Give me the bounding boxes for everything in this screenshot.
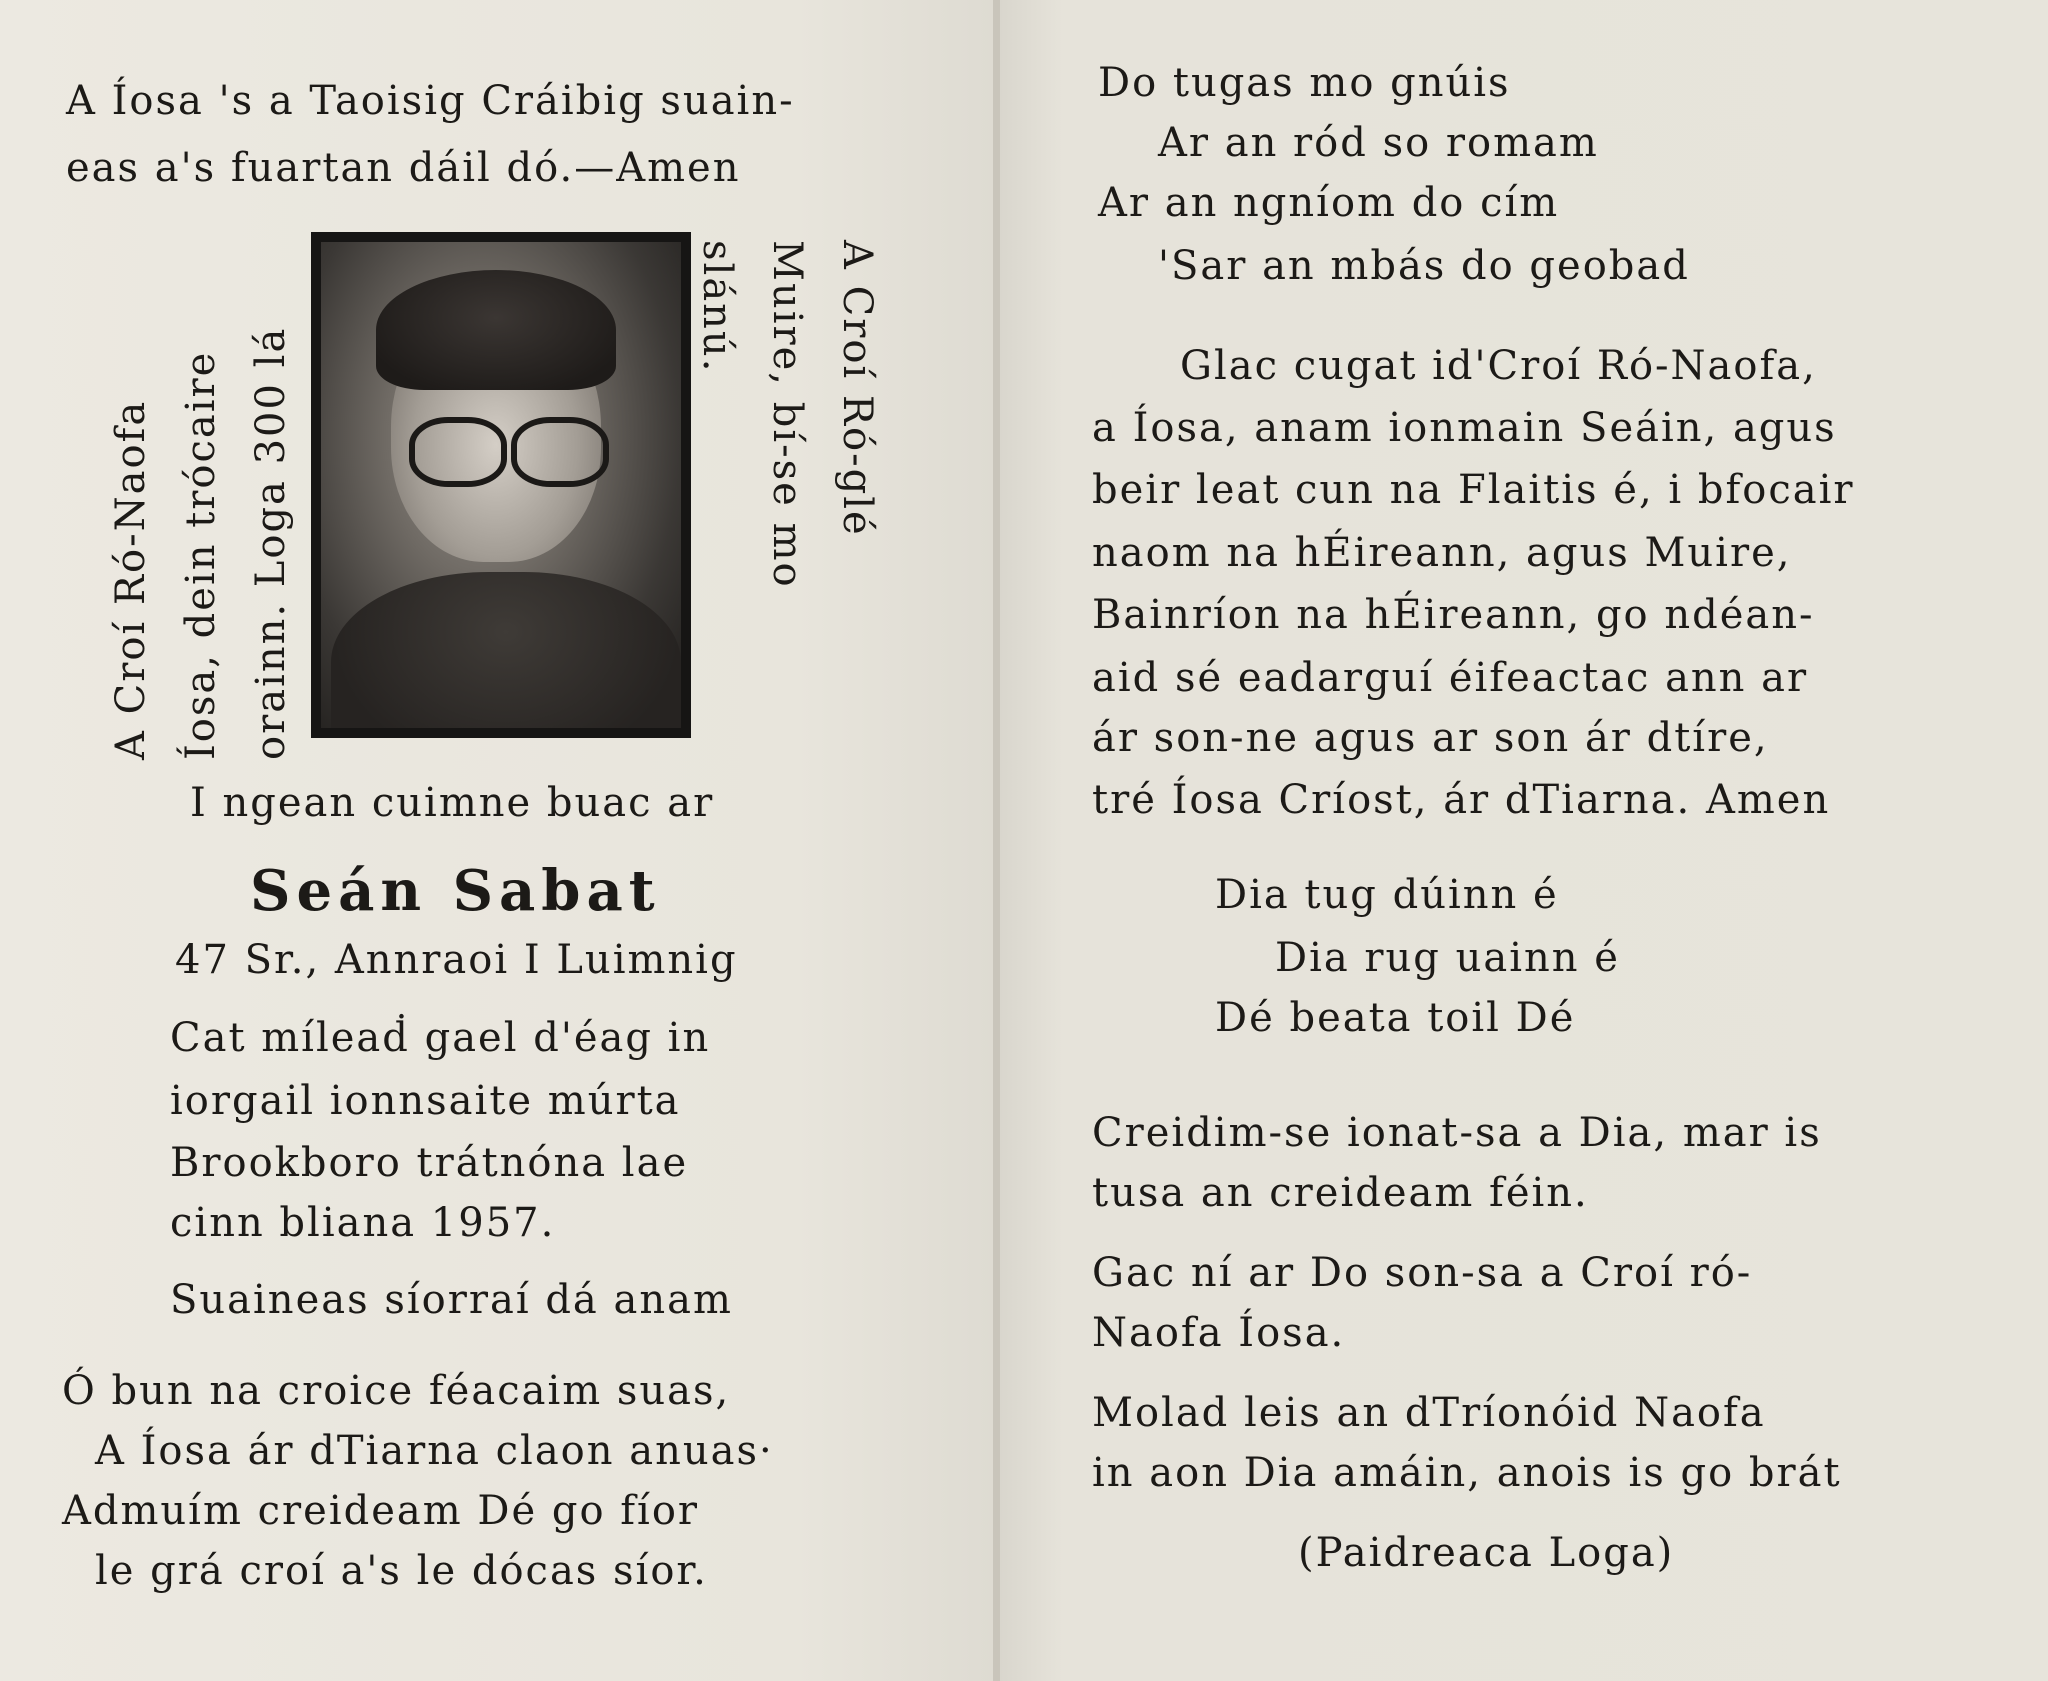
story-line-1: Cat míleaḋ gael d'éag in [170, 1015, 711, 1061]
couplet-line-3: Dé beata toil Dé [1215, 995, 1576, 1041]
memorial-portrait-photo [311, 232, 691, 738]
story-line-2: iorgail ionnsaite múrta [170, 1078, 681, 1124]
immaculate-heart-invocation-line-3: slánú. [694, 240, 740, 374]
praise-line-2: in aon Dia amáin, anois is go brát [1092, 1450, 1842, 1496]
header-line-2: eas a's fuartan dáil dó.—Amen [66, 145, 741, 191]
prayer-line-6: aid sé eadarguí éifeactac ann ar [1092, 655, 1809, 701]
header-line-1: A Íosa 's a Taoisig Cráibig suain- [66, 78, 795, 124]
right-verse-line-2: Ar an ród so romam [1158, 120, 1599, 166]
sacred-heart-invocation-line-3: orainn. Loga 300 lá [248, 326, 294, 760]
right-verse-line-1: Do tugas mo gnúis [1098, 60, 1511, 106]
story-line-3: Brookboro trátnóna lae [170, 1140, 689, 1186]
dedication-line-1: Gac ní ar Do son-sa a Croí ró- [1092, 1250, 1753, 1296]
praise-line-1: Molad leis an dTríonóid Naofa [1092, 1390, 1766, 1436]
prayer-line-4: naom na hÉireann, agus Muire, [1092, 530, 1792, 576]
immaculate-heart-invocation-line-2: Muire, bí-se mo [764, 240, 810, 589]
prayer-line-1: Glac cugat id'Croí Ró-Naofa, [1180, 343, 1817, 389]
right-verse-line-3: Ar an ngníom do cím [1098, 180, 1560, 226]
creed-line-2: tusa an creideam féin. [1092, 1170, 1589, 1216]
left-page [0, 0, 995, 1681]
deceased-name: Seán Sabat [250, 858, 661, 924]
right-verse-line-4: 'Sar an mbás do geobad [1158, 243, 1690, 289]
prayer-line-5: Bainríon na hÉireann, go ndéan- [1092, 592, 1815, 638]
immaculate-heart-invocation-line-1: A Croí Ró-glé [834, 240, 880, 537]
prayer-line-3: beir leat cun na Flaitis é, i bfocair [1092, 467, 1855, 513]
memorial-intro: I ngean cuimne buac ar [190, 780, 715, 826]
couplet-line-2: Dia rug uainn é [1275, 935, 1620, 981]
creed-line-1: Creidim-se ionat-sa a Dia, mar is [1092, 1110, 1822, 1156]
indulgence-note: (Paidreaca Loga) [1298, 1530, 1675, 1576]
left-verse-line-1: Ó bun na croice féacaim suas, [62, 1368, 731, 1414]
story-line-4: cinn bliana 1957. [170, 1200, 556, 1246]
sacred-heart-invocation-line-1: A Croí Ró-Naofa [108, 399, 154, 760]
prayer-line-8: tré Íosa Críost, ár dTiarna. Amen [1092, 777, 1831, 823]
couplet-line-1: Dia tug dúinn é [1215, 872, 1559, 918]
prayer-line-7: ár son-ne agus ar son ár dtíre, [1092, 715, 1769, 761]
left-verse-line-4: le grá croí a's le dócas síor. [95, 1548, 708, 1594]
sacred-heart-invocation-line-2: Íosa, dein trócaire [178, 350, 224, 760]
left-verse-line-2: A Íosa ár dTiarna claon anuas· [95, 1428, 774, 1474]
dedication-line-2: Naofa Íosa. [1092, 1310, 1346, 1356]
prayer-line-2: a Íosa, anam ionmain Seáin, agus [1092, 405, 1837, 451]
left-verse-line-3: Admuím creideam Dé go fíor [62, 1488, 700, 1534]
deceased-address: 47 Sr., Annraoi I Luimnig [175, 937, 738, 983]
eternal-rest-line: Suaineas síorraí dá anam [170, 1277, 733, 1323]
